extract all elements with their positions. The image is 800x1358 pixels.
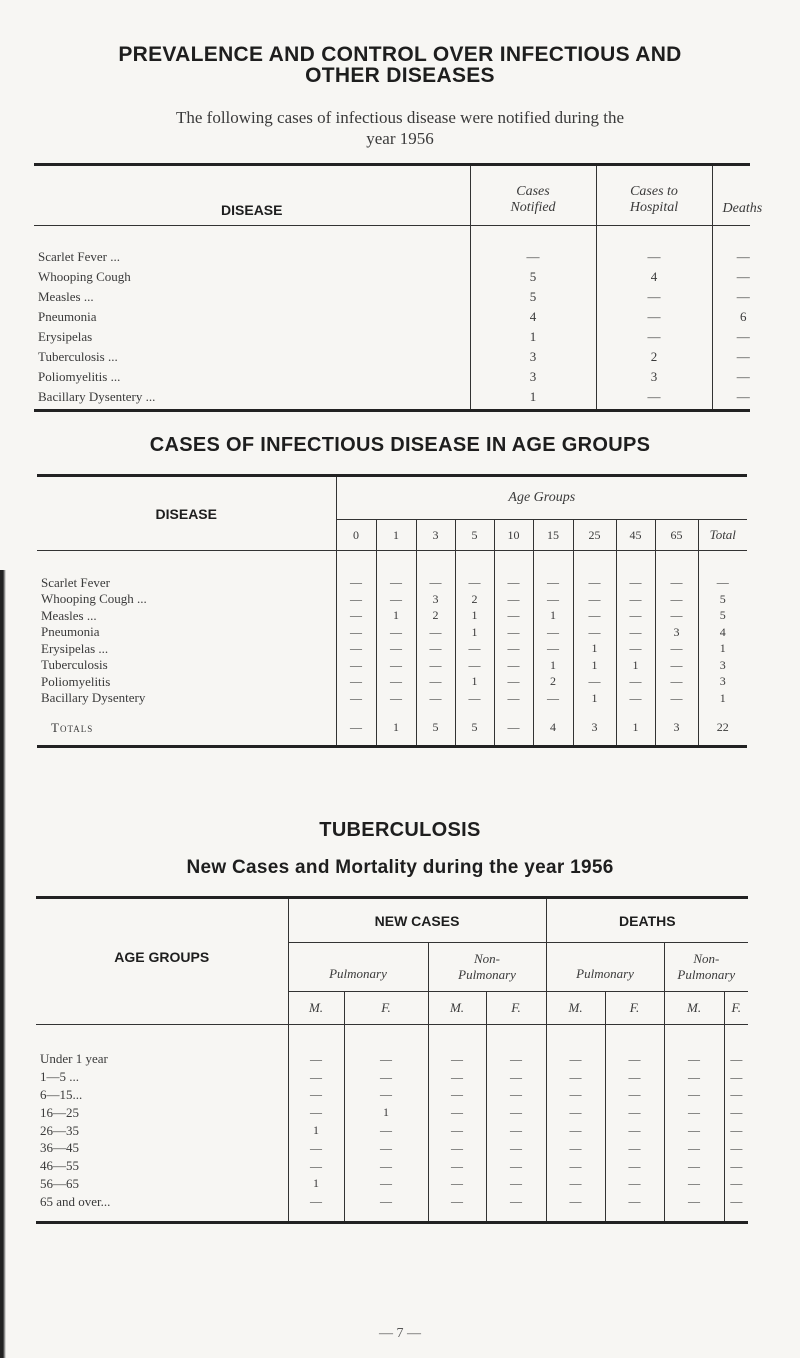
table-row: [36, 1157, 748, 1175]
disease-label: Bacillary Dysentery ...: [38, 388, 156, 404]
cell-age-65: —: [655, 641, 698, 658]
cell-value: —: [546, 1175, 605, 1193]
cell-age-15: 1: [533, 608, 573, 625]
table-row: [36, 1068, 748, 1086]
cell-value: —: [730, 1087, 743, 1102]
cell-hospital: —: [596, 247, 712, 267]
disease-label: Whooping Cough: [38, 268, 131, 284]
cell-age-15: 2: [533, 674, 573, 691]
cell-deaths: —: [736, 288, 750, 304]
cell-age-25: —: [573, 608, 616, 625]
cell-value: —: [730, 1105, 743, 1120]
disease-name: [34, 247, 470, 267]
cell-value: 1: [288, 1122, 344, 1140]
table-row: [36, 1175, 748, 1193]
cell-value: —: [605, 1104, 664, 1122]
table-row: [34, 327, 750, 347]
cell-age-45: —: [616, 575, 655, 592]
col-header-cases-notified: [470, 165, 596, 226]
age-group-label: 1—5 ...: [36, 1068, 288, 1086]
cell-age-15: —: [533, 690, 573, 707]
col-header-cases-to-hospital-line-2: Hospital: [629, 199, 679, 215]
table-row: [36, 1193, 748, 1211]
cell-value: —: [486, 1175, 546, 1193]
cell-notified: 1: [470, 327, 596, 347]
cell-age-10: —: [494, 657, 533, 674]
cell-notified: —: [470, 247, 596, 267]
cell-age-3: 2: [416, 608, 455, 625]
cell-age-65: —: [655, 657, 698, 674]
cell-age-25: 1: [573, 641, 616, 658]
cell-value: —: [605, 1086, 664, 1104]
cell-age-65: —: [655, 690, 698, 707]
cell-hospital: —: [596, 387, 712, 407]
table-row: [37, 690, 747, 707]
cell-value: —: [344, 1157, 428, 1175]
cell-deaths: 6: [740, 308, 747, 324]
cell-age-1: —: [376, 674, 416, 691]
cell-age-5: —: [455, 575, 494, 592]
age-group-label: Under 1 year: [36, 1051, 288, 1069]
cell-age-25: 1: [573, 690, 616, 707]
cell-age-3: —: [416, 575, 455, 592]
disease-name: [34, 307, 470, 327]
cell-age-15: —: [533, 575, 573, 592]
cell-value: —: [344, 1086, 428, 1104]
cell-age-45: —: [616, 674, 655, 691]
cell-age-45: —: [616, 608, 655, 625]
table-row: [34, 367, 750, 387]
table-row: [36, 1051, 748, 1069]
col-header-cases-notified-line-2: Notified: [510, 199, 556, 215]
cell-value: —: [486, 1122, 546, 1140]
cell-value: —: [486, 1051, 546, 1069]
cell-value: —: [605, 1122, 664, 1140]
cell-value: —: [486, 1068, 546, 1086]
age-group-label: 56—65: [36, 1175, 288, 1193]
table-row: [34, 387, 750, 407]
table-row: [37, 591, 747, 608]
cell-age-45: 1: [616, 657, 655, 674]
col-header-disease: DISEASE: [37, 476, 336, 551]
cell-age-15: —: [533, 641, 573, 658]
cell-value: —: [486, 1104, 546, 1122]
cell-hospital: —: [596, 287, 712, 307]
page-heading-line-2: OTHER DISEASES: [305, 64, 495, 87]
cell-value: —: [730, 1051, 743, 1066]
cell-value: —: [428, 1122, 486, 1140]
cell-value: —: [546, 1157, 605, 1175]
cell-age-15: —: [533, 624, 573, 641]
cell-value: 1: [344, 1104, 428, 1122]
age-group-label: 46—55: [36, 1157, 288, 1175]
cell-age-3: —: [416, 624, 455, 641]
table-row: [34, 247, 750, 267]
cell-age-1: 1: [376, 608, 416, 625]
col-header-new-non-pulmonary-line-1: Non-: [474, 951, 501, 966]
col-header-age-3: 3: [416, 520, 455, 551]
cell-age-1: —: [376, 624, 416, 641]
table-row: [36, 1104, 748, 1122]
cell-age-total: 3: [719, 657, 726, 672]
cell-age-65: —: [655, 674, 698, 691]
disease-name: Bacillary Dysentery: [37, 690, 336, 707]
col-header-cases-notified-line-1: Cases: [516, 183, 550, 199]
table-row: [34, 307, 750, 327]
cell-value: —: [344, 1193, 428, 1211]
cell-deaths: —: [736, 388, 750, 404]
cell-age-45: —: [616, 591, 655, 608]
total-age-3: 5: [416, 719, 455, 737]
cell-age-3: —: [416, 674, 455, 691]
totals-label: Totals: [37, 719, 336, 737]
intro-line-1: The following cases of infectious disease were notified during the: [175, 108, 624, 127]
col-header-sex: M.: [428, 992, 486, 1025]
cell-age-0: —: [336, 608, 376, 625]
cell-age-65: —: [655, 575, 698, 592]
col-header-age-groups: Age Groups: [336, 476, 747, 520]
cell-age-0: —: [336, 591, 376, 608]
cell-deaths: —: [736, 368, 750, 384]
col-header-sex: M.: [546, 992, 605, 1025]
cell-age-10: —: [494, 591, 533, 608]
disease-name: Erysipelas ...: [37, 641, 336, 658]
col-header-deaths-non-pulmonary-line-1: Non-: [693, 951, 720, 966]
cell-value: —: [730, 1123, 743, 1138]
col-header-age-total: Total: [709, 527, 736, 542]
age-groups-title: CASES OF INFECTIOUS DISEASE IN AGE GROUPS: [149, 434, 651, 456]
cell-age-5: —: [455, 690, 494, 707]
cell-hospital: 3: [596, 367, 712, 387]
col-header-sex: F.: [486, 992, 546, 1025]
cell-value: —: [664, 1068, 724, 1086]
cell-value: —: [546, 1051, 605, 1069]
cell-age-0: —: [336, 657, 376, 674]
cell-age-total: 4: [719, 624, 726, 639]
cell-value: —: [288, 1157, 344, 1175]
tuberculosis-table: [36, 896, 748, 1224]
cell-age-total: 3: [719, 674, 726, 689]
cell-value: —: [344, 1068, 428, 1086]
disease-name: [34, 267, 470, 287]
cell-age-15: —: [533, 591, 573, 608]
cell-value: —: [288, 1068, 344, 1086]
cell-age-0: —: [336, 624, 376, 641]
cell-value: —: [428, 1193, 486, 1211]
cell-hospital: —: [596, 327, 712, 347]
tuberculosis-subtitle: New Cases and Mortality during the year 1956: [186, 857, 614, 878]
disease-name: Scarlet Fever: [37, 575, 336, 592]
cell-value: —: [605, 1068, 664, 1086]
cell-age-0: —: [336, 690, 376, 707]
cell-age-65: —: [655, 591, 698, 608]
col-header-age-65: 65: [655, 520, 698, 551]
page-heading-line-1: PREVALENCE AND CONTROL OVER INFECTIOUS AND: [118, 43, 682, 66]
cell-age-5: 2: [455, 591, 494, 608]
disease-name: Whooping Cough ...: [37, 591, 336, 608]
cell-notified: 3: [470, 367, 596, 387]
total-age-10: —: [494, 719, 533, 737]
disease-label: Poliomyelitis ...: [38, 368, 121, 384]
col-header-deaths: Deaths: [722, 200, 763, 216]
col-header-sex: F.: [605, 992, 664, 1025]
cell-value: —: [486, 1193, 546, 1211]
cell-age-0: —: [336, 641, 376, 658]
table-row: [34, 267, 750, 287]
cell-value: —: [664, 1157, 724, 1175]
total-age-65: 3: [655, 719, 698, 737]
cell-age-45: —: [616, 624, 655, 641]
col-header-age-25: 25: [573, 520, 616, 551]
col-header-age-45: 45: [616, 520, 655, 551]
cell-value: —: [664, 1051, 724, 1069]
col-header-age-0: 0: [336, 520, 376, 551]
cell-value: —: [730, 1158, 743, 1173]
disease-name: Pneumonia: [37, 624, 336, 641]
cell-value: —: [428, 1104, 486, 1122]
page-number: — 7 —: [379, 1326, 421, 1341]
cell-age-10: —: [494, 674, 533, 691]
col-header-new-non-pulmonary-line-2: Pulmonary: [458, 967, 516, 982]
total-age-0: —: [336, 719, 376, 737]
disease-label: Tuberculosis ...: [38, 348, 118, 364]
cell-value: —: [288, 1193, 344, 1211]
cell-notified: 5: [470, 287, 596, 307]
table-row: [34, 347, 750, 367]
disease-label: Scarlet Fever ...: [38, 248, 120, 264]
cell-age-total: 1: [719, 690, 726, 705]
col-header-new-cases: NEW CASES: [288, 898, 546, 943]
col-header-age-15: 15: [533, 520, 573, 551]
col-header-deaths-non-pulmonary: [664, 943, 748, 992]
cell-age-25: —: [573, 575, 616, 592]
cell-value: —: [546, 1139, 605, 1157]
cell-deaths: —: [736, 328, 750, 344]
cell-age-5: 1: [455, 624, 494, 641]
cell-age-10: —: [494, 575, 533, 592]
cell-notified: 3: [470, 347, 596, 367]
cell-value: —: [546, 1086, 605, 1104]
cell-hospital: 4: [596, 267, 712, 287]
table-row: [37, 657, 747, 674]
cell-hospital: —: [596, 307, 712, 327]
age-groups-table: [37, 474, 747, 748]
table-row: [37, 575, 747, 592]
cell-age-total: 1: [719, 641, 726, 656]
cell-value: —: [288, 1104, 344, 1122]
cell-notified: 4: [470, 307, 596, 327]
cell-value: —: [605, 1051, 664, 1069]
cell-value: —: [428, 1139, 486, 1157]
cell-value: —: [546, 1068, 605, 1086]
cell-value: 1: [288, 1175, 344, 1193]
total-age-total: 22: [716, 720, 729, 734]
col-header-sex: M.: [288, 992, 344, 1025]
disease-name: [34, 387, 470, 407]
cell-age-5: —: [455, 657, 494, 674]
cell-age-1: —: [376, 641, 416, 658]
cell-value: —: [486, 1086, 546, 1104]
cell-age-25: —: [573, 624, 616, 641]
total-age-45: 1: [616, 719, 655, 737]
cell-value: —: [546, 1193, 605, 1211]
cell-hospital: 2: [596, 347, 712, 367]
table-row: [37, 624, 747, 641]
cell-age-65: 3: [655, 624, 698, 641]
age-group-label: 16—25: [36, 1104, 288, 1122]
cell-age-25: —: [573, 674, 616, 691]
cell-age-10: —: [494, 624, 533, 641]
cell-value: —: [486, 1157, 546, 1175]
cell-value: —: [730, 1140, 743, 1155]
col-header-deaths-non-pulmonary-line-2: Pulmonary: [677, 967, 736, 982]
cell-age-15: 1: [533, 657, 573, 674]
cell-value: —: [288, 1139, 344, 1157]
disease-name: Tuberculosis: [37, 657, 336, 674]
age-group-label: 6—15...: [36, 1086, 288, 1104]
cell-age-1: —: [376, 591, 416, 608]
col-header-sex: F.: [731, 1000, 742, 1015]
cell-age-10: —: [494, 690, 533, 707]
cell-value: —: [730, 1194, 743, 1209]
col-header-age-5: 5: [455, 520, 494, 551]
cell-value: —: [664, 1104, 724, 1122]
notified-cases-table: [34, 163, 763, 412]
col-header-disease: DISEASE: [34, 165, 470, 226]
disease-name: Measles ...: [37, 608, 336, 625]
table-row: [36, 1122, 748, 1140]
cell-age-10: —: [494, 608, 533, 625]
cell-age-25: —: [573, 591, 616, 608]
cell-value: —: [730, 1176, 743, 1191]
age-group-label: 36—45: [36, 1139, 288, 1157]
col-header-deaths-pulmonary: Pulmonary: [546, 943, 664, 992]
cell-value: —: [344, 1051, 428, 1069]
cell-value: —: [288, 1051, 344, 1069]
cell-value: —: [428, 1175, 486, 1193]
table-row: [37, 641, 747, 658]
disease-name: [34, 367, 470, 387]
age-group-label: 65 and over...: [36, 1193, 288, 1211]
col-header-age-1: 1: [376, 520, 416, 551]
cell-deaths: —: [736, 268, 750, 284]
cell-age-45: —: [616, 690, 655, 707]
disease-label: Measles ...: [38, 288, 94, 304]
col-header-new-non-pulmonary: [428, 943, 546, 992]
cell-deaths: —: [736, 348, 750, 364]
cell-value: —: [605, 1157, 664, 1175]
cell-notified: 1: [470, 387, 596, 407]
cell-value: —: [428, 1068, 486, 1086]
cell-value: —: [664, 1175, 724, 1193]
col-header-sex: M.: [664, 992, 724, 1025]
cell-value: —: [664, 1122, 724, 1140]
disease-name: [34, 347, 470, 367]
disease-name: [34, 327, 470, 347]
col-header-deaths: DEATHS: [546, 898, 748, 943]
cell-value: —: [344, 1175, 428, 1193]
col-header-age-groups: AGE GROUPS: [36, 898, 288, 1025]
col-header-cases-to-hospital-line-1: Cases to: [630, 183, 678, 199]
totals-row: [37, 719, 747, 737]
cell-age-3: —: [416, 690, 455, 707]
col-header-new-pulmonary: Pulmonary: [288, 943, 428, 992]
intro-line-2: year 1956: [366, 129, 434, 148]
total-age-15: 4: [533, 719, 573, 737]
age-group-label: 26—35: [36, 1122, 288, 1140]
total-age-25: 3: [573, 719, 616, 737]
tuberculosis-title: TUBERCULOSIS: [319, 819, 481, 841]
page-edge-shadow: [0, 570, 6, 1358]
total-age-1: 1: [376, 719, 416, 737]
cell-age-total: —: [716, 575, 729, 590]
cell-age-45: —: [616, 641, 655, 658]
cell-age-total: 5: [719, 591, 726, 606]
col-header-cases-to-hospital: [596, 165, 712, 226]
disease-label: Erysipelas: [38, 328, 93, 344]
disease-label: Pneumonia: [38, 308, 97, 324]
cell-age-0: —: [336, 674, 376, 691]
cell-value: —: [344, 1122, 428, 1140]
table-row: [36, 1139, 748, 1157]
cell-age-total: 5: [719, 608, 726, 623]
cell-value: —: [546, 1122, 605, 1140]
cell-value: —: [428, 1086, 486, 1104]
cell-value: —: [486, 1139, 546, 1157]
cell-age-3: —: [416, 657, 455, 674]
cell-value: —: [428, 1157, 486, 1175]
table-row: [36, 1086, 748, 1104]
cell-age-1: —: [376, 690, 416, 707]
cell-age-5: 1: [455, 674, 494, 691]
col-header-sex: F.: [344, 992, 428, 1025]
cell-age-25: 1: [573, 657, 616, 674]
cell-age-1: —: [376, 575, 416, 592]
disease-name: Poliomyelitis: [37, 674, 336, 691]
cell-value: —: [605, 1139, 664, 1157]
cell-deaths: —: [736, 248, 750, 264]
table-row: [37, 674, 747, 691]
cell-age-1: —: [376, 657, 416, 674]
cell-age-3: —: [416, 641, 455, 658]
cell-age-5: —: [455, 641, 494, 658]
cell-value: —: [288, 1086, 344, 1104]
cell-value: —: [344, 1139, 428, 1157]
cell-age-0: —: [336, 575, 376, 592]
cell-notified: 5: [470, 267, 596, 287]
table-row: [34, 287, 750, 307]
cell-age-5: 1: [455, 608, 494, 625]
cell-value: —: [605, 1175, 664, 1193]
cell-value: —: [546, 1104, 605, 1122]
cell-age-3: 3: [416, 591, 455, 608]
cell-value: —: [605, 1193, 664, 1211]
cell-value: —: [428, 1051, 486, 1069]
cell-age-65: —: [655, 608, 698, 625]
cell-age-10: —: [494, 641, 533, 658]
cell-value: —: [664, 1193, 724, 1211]
cell-value: —: [664, 1086, 724, 1104]
cell-value: —: [730, 1069, 743, 1084]
total-age-5: 5: [455, 719, 494, 737]
table-row: [37, 608, 747, 625]
col-header-age-10: 10: [494, 520, 533, 551]
cell-value: —: [664, 1139, 724, 1157]
disease-name: [34, 287, 470, 307]
